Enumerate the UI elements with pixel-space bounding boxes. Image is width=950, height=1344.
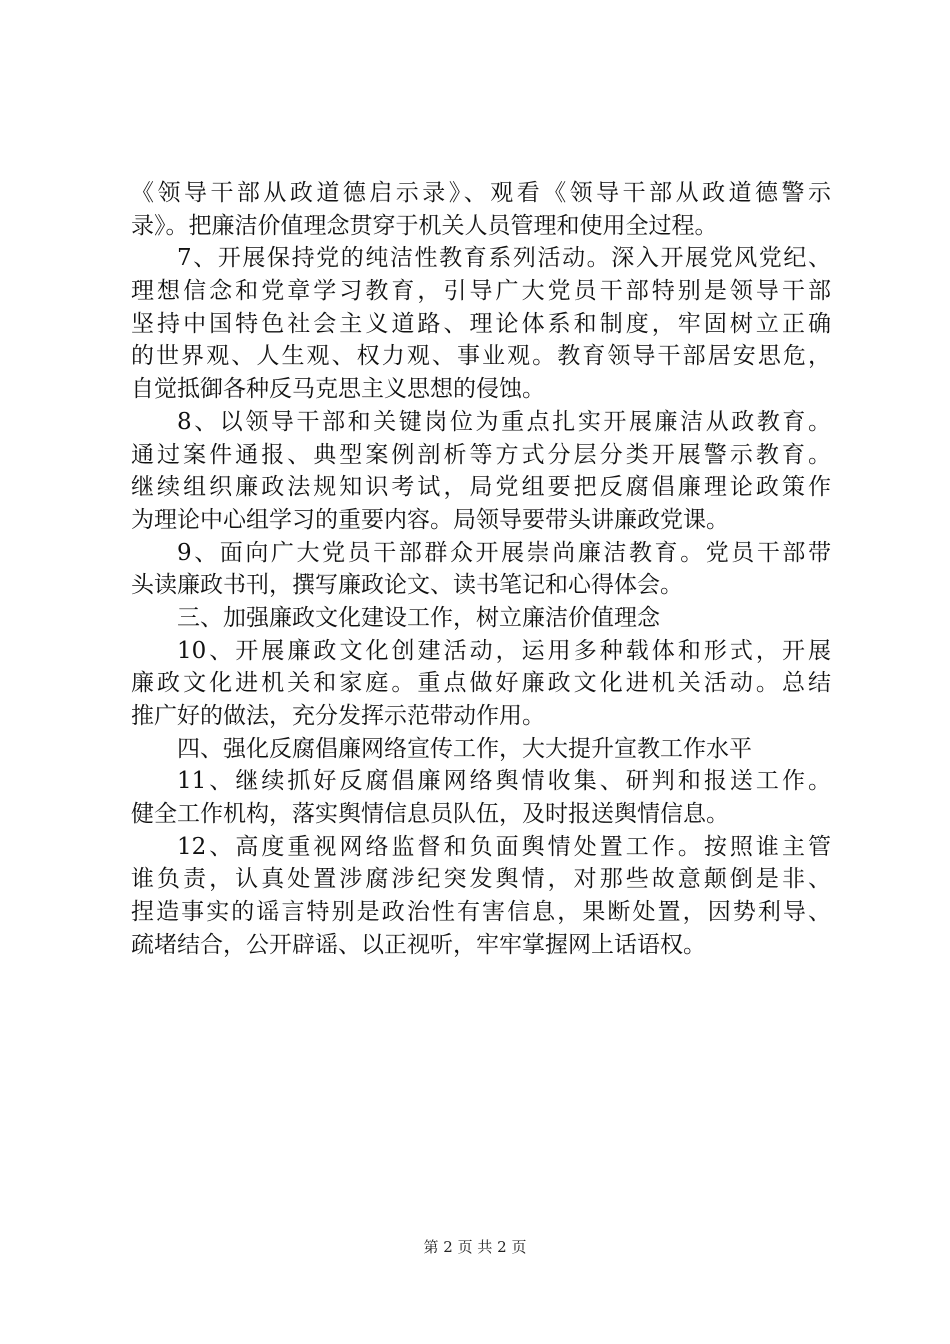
text-line: 为理论中心组学习的重要内容。局领导要带头讲廉政党课。 xyxy=(131,506,729,533)
text-line: 谁负责，认真处置涉腐涉纪突发舆情，对那些故意颠倒是非、 xyxy=(131,866,831,893)
text-line: 的世界观、人生观、权力观、事业观。教育领导干部居安思危， xyxy=(131,343,831,370)
page-number-footer: 第 2 页 共 2 页 xyxy=(423,1238,527,1256)
section-heading: 三、加强廉政文化建设工作，树立廉洁价值理念 xyxy=(177,604,660,631)
text-line: 自觉抵御各种反马克思主义思想的侵蚀。 xyxy=(131,376,545,403)
section-heading: 四、强化反腐倡廉网络宣传工作，大大提升宣教工作水平 xyxy=(177,735,752,762)
text-line: 推广好的做法，充分发挥示范带动作用。 xyxy=(131,703,545,729)
document-body xyxy=(131,177,831,962)
text-line: 《领导干部从政道德启示录》、观看《领导干部从政道德警示 xyxy=(131,180,831,206)
text-line: 通过案件通报、典型案例剖析等方式分层分类开展警示教育。 xyxy=(131,441,831,468)
text-line: 录》。把廉洁价值理念贯穿于机关人员管理和使用全过程。 xyxy=(131,212,718,239)
text-line: 11、继续抓好反腐倡廉网络舆情收集、研判和报送工作。 xyxy=(177,768,831,795)
text-line: 廉政文化进机关和家庭。重点做好廉政文化进机关活动。总结 xyxy=(131,670,831,697)
text-line: 10、开展廉政文化创建活动，运用多种载体和形式，开展 xyxy=(177,637,831,664)
text-line: 坚持中国特色社会主义道路、理论体系和制度，牢固树立正确 xyxy=(131,310,831,337)
text-line: 9、面向广大党员干部群众开展崇尚廉洁教育。党员干部带 xyxy=(177,539,831,566)
text-line: 疏堵结合，公开辟谣、以正视听，牢牢掌握网上话语权。 xyxy=(131,931,706,958)
text-line: 捏造事实的谣言特别是政治性有害信息，果断处置，因势利导、 xyxy=(131,899,831,926)
text-line: 头读廉政书刊，撰写廉政论文、读书笔记和心得体会。 xyxy=(131,572,683,599)
text-line: 12、高度重视网络监督和负面舆情处置工作。按照谁主管 xyxy=(177,833,831,860)
text-line: 继续组织廉政法规知识考试，局党组要把反腐倡廉理论政策作 xyxy=(131,474,831,501)
text-line: 健全工作机构，落实舆情信息员队伍，及时报送舆情信息。 xyxy=(131,801,729,828)
text-line: 理想信念和党章学习教育，引导广大党员干部特别是领导干部 xyxy=(131,278,831,305)
text-line: 7、开展保持党的纯洁性教育系列活动。深入开展党风党纪、 xyxy=(177,245,831,272)
text-line: 8、以领导干部和关键岗位为重点扎实开展廉洁从政教育。 xyxy=(177,408,831,435)
